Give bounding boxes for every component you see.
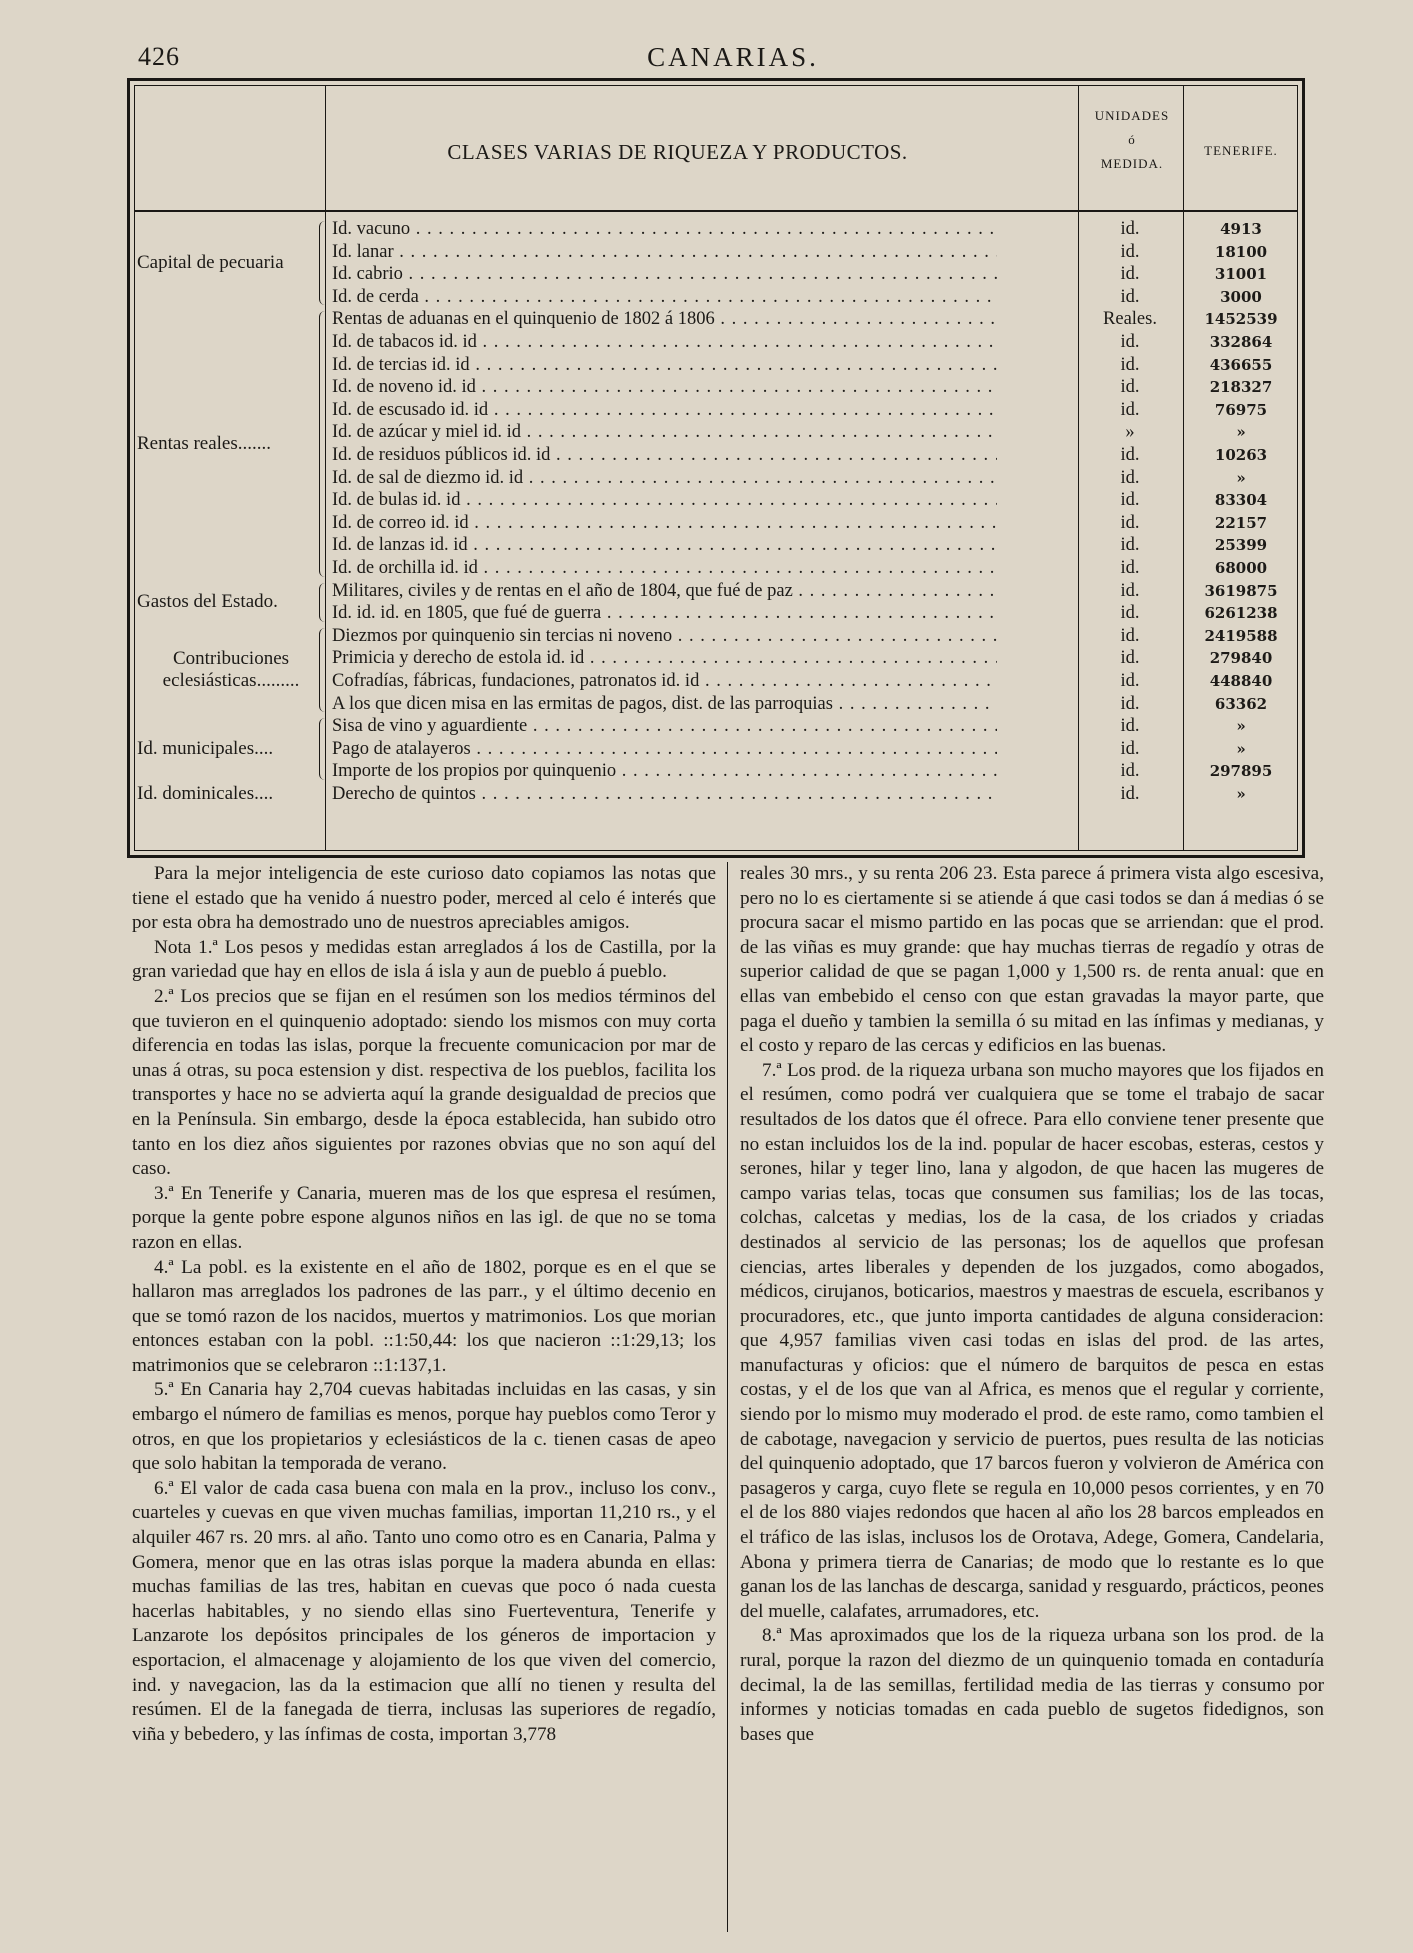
table-row <box>135 693 1297 716</box>
group-label: Rentas reales....... <box>137 433 272 454</box>
note-paragraph: 6.ª El valor de cada casa buena con mala en la prov., incluso los conv., cuarteles y cuevas en que viven muchas familias, importan 11,210 rs., y el alquiler 467 rs. 20 mrs. al año. Tanto uno como otro es en Canaria, Palma y Gomera, menor que en las otras islas porque la madera abunda en ellas: muchas familias de las tres, habitan en cuevas que poco ó nada cuesta hacerlas habitables, y no siendo ellas sino Fuerteventura, Tenerife y Lanzarote los depósitos principales de los géneros de importacion y esportacion, el almacenage y alojamiento de los que viven del comercio, ind. y navegacion, las da la estimacion que allí no tienen y resulta del resúmen. El de la fanegada de tierra, inclusas las superiores de regadío, viña y bebedero, y las ínfimas de costa, importan 3,778 <box>132 1477 716 1745</box>
header-divider <box>135 210 1297 212</box>
header-clases: CLASES VARIAS DE RIQUEZA Y PRODUCTOS. <box>447 140 908 164</box>
row-unit: id. <box>1120 490 1140 511</box>
row-value: 31001 <box>1214 265 1268 284</box>
row-value: 436655 <box>1209 355 1273 374</box>
row-unit: id. <box>1120 241 1140 262</box>
row-description: Id. de orchilla id. id . . . <box>332 557 997 580</box>
header-unidades: UNIDADES ó MEDIDA. <box>1094 108 1170 172</box>
row-value: » <box>1236 423 1246 442</box>
row-unit: id. <box>1120 219 1140 239</box>
table-row <box>135 512 1297 535</box>
row-value: 22157 <box>1214 513 1268 532</box>
page-header <box>138 42 1328 78</box>
row-value: 3619875 <box>1204 581 1278 600</box>
table-row <box>135 534 1297 557</box>
row-value: 10263 <box>1214 446 1268 464</box>
row-description: Id. de residuos públicos id. id . . . <box>332 444 997 467</box>
row-unit: » <box>1125 422 1135 443</box>
row-value: 63362 <box>1214 694 1268 713</box>
row-value: 68000 <box>1214 559 1268 577</box>
table-row <box>135 286 1297 309</box>
row-unit: id. <box>1120 399 1140 420</box>
row-value: 25399 <box>1214 536 1268 555</box>
row-value: 279840 <box>1209 649 1273 668</box>
row-value: 218327 <box>1209 378 1273 397</box>
table-row <box>135 308 1297 331</box>
row-unit: id. <box>1120 738 1140 759</box>
table-row <box>135 715 1297 738</box>
row-value: 297895 <box>1209 762 1273 781</box>
row-description: Id. de sal de diezmo id. id . . . <box>332 467 997 490</box>
row-unit: id. <box>1120 671 1140 691</box>
table-row <box>135 625 1297 648</box>
row-description: Id. id. id. en 1805, que fué de guerra . . . <box>332 602 997 625</box>
row-value: » <box>1236 739 1246 758</box>
note-paragraph: 8.ª Mas aproximados que los de la riqueza urbana son los prod. de la rural, porque la razon del diezmo de un quinquenio tomada en contaduría decimal, la de las semillas, fertilidad media de las tierras y consumo por informes y noticias tomadas en cada pueblo de sugetos fidedignos, son bases que <box>740 1625 1324 1745</box>
row-description: Sisa de vino y aguardiente . . . <box>332 715 997 738</box>
row-unit: id. <box>1120 535 1140 556</box>
table-row <box>135 557 1297 580</box>
row-unit: id. <box>1120 603 1140 624</box>
row-value: 2419588 <box>1204 626 1278 645</box>
right-column <box>740 862 1324 1747</box>
row-unit: id. <box>1120 286 1140 307</box>
row-description: Primicia y derecho de estola id. id . . . <box>332 647 997 670</box>
note-paragraph: 5.ª En Canaria hay 2,704 cuevas habitadas incluidas en las casas, y sin embargo el número de familias es menos, porque hay pueblos como Teror y otros, en que los propietarios y eclesiásticos de la c. tienen casas de apeo que solo habitan la temporada de verano. <box>132 1379 716 1475</box>
row-description: Pago de atalayeros . . . <box>332 738 997 761</box>
row-description: Diezmos por quinquenio sin tercias ni noveno . . . <box>332 625 997 648</box>
row-description: Id. de escusado id. id . . . <box>332 399 997 422</box>
row-unit: id. <box>1120 445 1140 465</box>
row-unit: id. <box>1120 693 1140 714</box>
row-unit: id. <box>1120 580 1140 601</box>
row-unit: id. <box>1120 784 1140 804</box>
group-brace <box>319 718 330 780</box>
note-paragraph: Nota 1.ª Los pesos y medidas estan arreglados á los de Castilla, por la gran variedad que hay en ellos de isla á isla y aun de pueblo á pueblo. <box>132 936 716 983</box>
table-row <box>135 331 1297 354</box>
row-description: Id. cabrio . . . <box>332 263 997 286</box>
group-brace <box>319 221 330 305</box>
row-value: 4913 <box>1220 220 1262 238</box>
row-description: Id. vacuno . . . <box>332 218 997 241</box>
row-value: 83304 <box>1214 491 1268 510</box>
row-unit: id. <box>1120 332 1140 352</box>
row-value: 76975 <box>1214 400 1268 419</box>
statistics-table <box>127 78 1305 858</box>
notes-text <box>132 862 1324 1942</box>
row-value: 18100 <box>1214 242 1268 261</box>
row-description: Id. lanar . . . <box>332 241 997 264</box>
page-number: 426 <box>138 42 180 71</box>
row-unit: id. <box>1120 558 1140 578</box>
row-unit: id. <box>1120 648 1140 669</box>
note-paragraph: 7.ª Los prod. de la riqueza urbana son mucho mayores que los fijados en el resúmen, como podrá ver cualquiera que se tome el trabajo de sacar resultados de los datos que él ofrece. Para ello conviene tener presente que no estan incluidos los de la ind. popular de hacer escobas, esteras, cestos y serones, hilar y teger lino, lana y algodon, de que hacen las mugeres de campo varias telas, tocas que consumen sus familias; los de las tocas, colchas, calcetas y medias, los de la casa, de los criados y criadas destinados al servicio de las personas; los de aquellos que profesan ciencias, artes liberales y dependen de los juzgados, como abogados, médicos, cirujanos, boticarios, maestros y maestras de escuela, escribanos y procuradores, etc., que junto importa cantidades de alguna consideracion: que 4,957 familias viven casi todas en islas del prod. de las artes, manufacturas y oficios: que el número de barquitos de pesca en estas costas, y el de los que van al Africa, es menos que el regular y corriente, siendo por lo mismo muy moderado el prod. de este ramo, como tambien el de cabotage, navegacion y servicio de puertos, pues resulta de las noticias del quinquenio adoptado, que 17 barcos fueron y volvieron de América con pasageros y carga, cuyo flete se regula en 10,000 pesos corrientes, y en 70 el de los 880 viajes redondos que hacen al año los 28 barcos empleados en el tráfico de las islas, inclusos los de Orotava, Adege, Gomera, Candelaria, Abona y primera tierra de Canarias; de modo que lo restante es lo que ganan los de las lanchas de descarga, sanidad y resguardo, prácticos, peones del muelle, calafates, arrumadores, etc. <box>740 1059 1324 1622</box>
group-brace <box>319 628 330 712</box>
row-value: » <box>1236 717 1246 736</box>
row-unit: id. <box>1120 512 1140 533</box>
note-paragraph: reales 30 mrs., y su renta 206 23. Esta parece á primera vista algo escesiva, pero no lo es ciertamente si se atiende á que casi todos se dan á medias ó se procura sacar el mismo partido en las pocas que se arriendan: que el prod. de las viñas es muy grande: que hay muchas tierras de regadío y otras de superior calidad de que se pagan 1,000 y 1,500 rs. de renta anual: que en ellas van embebido el censo con que estan gravadas la mayor parte, que paga el dueño y tambien la semilla ó su mitad en las ínfimas y medianas, y el costo y reparo de las cercas y edificios en las buenas. <box>740 863 1324 1057</box>
row-value: 6261238 <box>1204 604 1278 623</box>
row-description: Militares, civiles y de rentas en el año de 1804, que fué de paz . . . <box>332 580 997 603</box>
row-unit: id. <box>1120 761 1140 782</box>
table-row <box>135 376 1297 399</box>
row-unit: Reales. <box>1103 309 1157 330</box>
group-label: Id. municipales.... <box>137 738 274 760</box>
left-column <box>132 862 716 1747</box>
row-unit: id. <box>1120 264 1140 285</box>
page-title: CANARIAS. <box>647 42 819 72</box>
note-paragraph: Para la mejor inteligencia de este curioso dato copiamos las notas que tiene el estado que ha venido á nuestro poder, merced al celo é interés que por esta obra ha demostrado uno de nuestros apreciables amigos. <box>132 863 716 934</box>
row-description: Importe de los propios por quinquenio . . . <box>332 760 997 783</box>
row-description: Derecho de quintos . . . <box>332 783 997 806</box>
row-description: Id. de tercias id. id . . . <box>332 354 997 377</box>
table-frame <box>134 85 1298 851</box>
row-value: 448840 <box>1209 672 1273 690</box>
row-value: » <box>1236 468 1246 487</box>
row-description: Rentas de aduanas en el quinquenio de 1802 á 1806 . . . <box>332 308 997 331</box>
group-label: Capital de pecuaria <box>137 252 284 274</box>
row-value: 3000 <box>1220 287 1262 306</box>
group-label: Contribuciones eclesiásticas......... <box>162 648 300 691</box>
table-row <box>135 467 1297 490</box>
row-description: Id. de azúcar y miel id. id . . . <box>332 421 997 444</box>
row-value: » <box>1236 785 1246 803</box>
row-description: Id. de lanzas id. id . . . <box>332 534 997 557</box>
note-paragraph: 3.ª En Tenerife y Canaria, mueren mas de los que espresa el resúmen, porque la gente pobre espone algunos niños en las igl. de que no se toma razon en ellas. <box>132 1182 716 1253</box>
row-description: Cofradías, fábricas, fundaciones, patronatos id. id . . . <box>332 670 997 693</box>
column-separator <box>727 862 728 1932</box>
group-brace <box>319 583 330 622</box>
row-unit: id. <box>1120 354 1140 375</box>
row-unit: id. <box>1120 625 1140 646</box>
table-row <box>135 489 1297 512</box>
table-row <box>135 354 1297 377</box>
row-unit: id. <box>1120 716 1140 737</box>
row-unit: id. <box>1120 467 1140 488</box>
row-value: 1452539 <box>1204 310 1278 329</box>
note-paragraph: 2.ª Los precios que se fijan en el resúmen son los medios términos del que tuvieron en el quinquenio adoptado: siendo los mismos con muy corta diferencia en todas las islas, porque la frecuente comunicacion por mar de unas á otras, su poca estension y dist. respectiva de los pueblos, facilita los transportes y hace no se advierta aquí la grande desigualdad de precios que en la Península. Sin embargo, desde la época establecida, han subido otro tanto en los diez años siguientes por razones obvias que no son aquí del caso. <box>132 985 716 1180</box>
group-label: Id. dominicales.... <box>137 783 274 805</box>
row-description: Id. de tabacos id. id . . . <box>332 331 997 354</box>
row-description: A los que dicen misa en las ermitas de pagos, dist. de las parroquias . . . <box>332 693 997 716</box>
table-row <box>135 760 1297 783</box>
header-tenerife: TENERIFE. <box>1204 143 1278 158</box>
row-value: 332864 <box>1209 333 1273 351</box>
group-brace <box>319 311 330 576</box>
row-description: Id. de bulas id. id . . . <box>332 489 997 512</box>
table-row <box>135 218 1297 241</box>
row-description: Id. de correo id. id . . . <box>332 512 997 535</box>
group-label: Gastos del Estado. <box>137 591 278 613</box>
row-unit: id. <box>1120 377 1140 398</box>
row-description: Id. de noveno id. id . . . <box>332 376 997 399</box>
note-paragraph: 4.ª La pobl. es la existente en el año de 1802, porque es en el que se hallaron mas arreglados los padrones de las parr., y el último decenio en que se tomó razon de los nacidos, muertos y matrimonios. Los que morian entonces estaban con la pobl. ::1:50,44: los que nacieron ::1:29,13; los matrimonios que se celebraron ::1:137,1. <box>132 1256 716 1376</box>
row-description: Id. de cerda . . . <box>332 286 997 309</box>
table-row <box>135 399 1297 422</box>
